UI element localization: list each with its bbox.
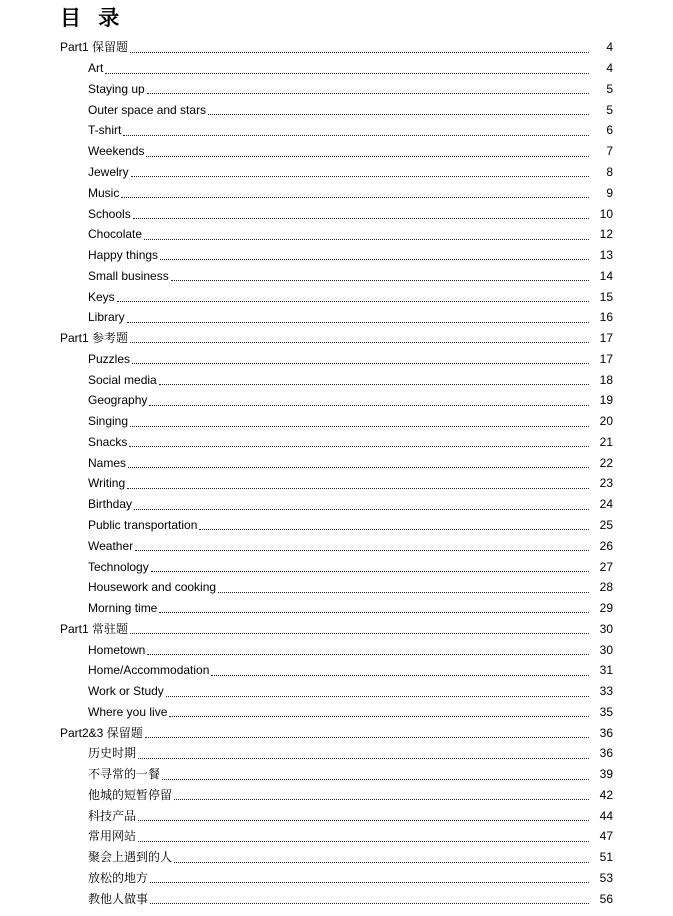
toc-entry-label: Staying up: [88, 81, 145, 96]
dot-leader: [199, 528, 589, 530]
toc-entry-page-number: 21: [599, 434, 613, 449]
toc-entry-page-number: 30: [599, 621, 613, 636]
toc-entry-label: 科技产品: [88, 808, 137, 823]
toc-entry[interactable]: [0, 764, 673, 785]
toc-entry[interactable]: [0, 702, 673, 723]
dot-leader: [144, 238, 589, 240]
toc-entry-page-number: 47: [599, 829, 613, 844]
toc-entry-page-number: 29: [599, 601, 613, 616]
toc-entry[interactable]: [0, 577, 673, 598]
toc-entry[interactable]: [0, 203, 673, 224]
toc-entry[interactable]: [0, 888, 673, 909]
toc-entry-page-number: 56: [599, 891, 613, 906]
dot-leader: [147, 92, 589, 94]
toc-entry[interactable]: [0, 515, 673, 536]
toc-entry[interactable]: [0, 681, 673, 702]
toc-entry-label: Social media: [88, 372, 157, 387]
toc-entry-page-number: 12: [599, 227, 613, 242]
toc-entry-label: Part2&3 保留题: [60, 725, 143, 740]
toc-entry-page-number: 36: [599, 725, 613, 740]
toc-title: 目 录: [60, 6, 125, 30]
dot-leader: [160, 258, 589, 260]
toc-entry[interactable]: [0, 369, 673, 390]
toc-entry-label: Jewelry: [88, 164, 129, 179]
toc-entry-label: T-shirt: [88, 123, 122, 138]
toc-entry-page-number: 17: [599, 351, 613, 366]
toc-entry[interactable]: [0, 556, 673, 577]
toc-entry[interactable]: [0, 245, 673, 266]
dot-leader: [149, 404, 589, 406]
toc-entry[interactable]: [0, 265, 673, 286]
toc-entry-label: 历史时期: [88, 746, 137, 761]
toc-entry[interactable]: [0, 535, 673, 556]
toc-entry-label: Public transportation: [88, 517, 198, 532]
toc-entry[interactable]: [0, 348, 673, 369]
dot-leader: [130, 51, 589, 53]
toc-entry-label: Happy things: [88, 248, 159, 263]
toc-entry[interactable]: [0, 743, 673, 764]
dot-leader: [133, 217, 589, 219]
toc-entry[interactable]: [0, 639, 673, 660]
dot-leader: [208, 113, 589, 115]
toc-entry-label: 不寻常的一餐: [88, 767, 161, 782]
toc-entry-page-number: 22: [599, 455, 613, 470]
toc-section-entry[interactable]: [0, 618, 673, 639]
toc-entry-label: Music: [88, 185, 120, 200]
toc-entry-page-number: 44: [599, 808, 613, 823]
toc-entry-page-number: 5: [606, 81, 613, 96]
toc-entry-page-number: 25: [599, 517, 613, 532]
toc-entry-page-number: 26: [599, 538, 613, 553]
toc-entry-label: Art: [88, 61, 104, 76]
toc-entry[interactable]: [0, 286, 673, 307]
toc-entry[interactable]: [0, 79, 673, 100]
toc-entry-label: Schools: [88, 206, 131, 221]
toc-entry-label: Weather: [88, 538, 134, 553]
toc-entry-label: Hometown: [88, 642, 146, 657]
dot-leader: [138, 819, 589, 821]
toc-entry-page-number: 9: [606, 185, 613, 200]
toc-entry-page-number: 39: [599, 767, 613, 782]
dot-leader: [159, 611, 589, 613]
toc-entry[interactable]: [0, 660, 673, 681]
toc-entry-label: Home/Accommodation: [88, 663, 210, 678]
toc-entry[interactable]: [0, 411, 673, 432]
toc-entry-label: Snacks: [88, 434, 128, 449]
toc-entry-label: Part1 保留题: [60, 40, 129, 55]
toc-entry-page-number: 31: [599, 663, 613, 678]
toc-entry-page-number: 35: [599, 704, 613, 719]
toc-entry-page-number: 19: [599, 393, 613, 408]
toc-entry[interactable]: [0, 162, 673, 183]
toc-entry-page-number: 28: [599, 580, 613, 595]
toc-entry-page-number: 4: [606, 40, 613, 55]
toc-section-entry[interactable]: [0, 722, 673, 743]
dot-leader: [131, 175, 589, 177]
toc-entry-label: Puzzles: [88, 351, 131, 366]
toc-entry-label: 教他人做事: [88, 891, 149, 906]
dot-leader: [130, 341, 589, 343]
toc-entry-label: Small business: [88, 268, 169, 283]
toc-entry-label: Singing: [88, 414, 129, 429]
toc-entry-page-number: 53: [599, 871, 613, 885]
dot-leader: [132, 362, 589, 364]
dot-leader: [135, 549, 589, 551]
dot-leader: [166, 695, 589, 697]
dot-leader: [127, 321, 589, 323]
toc-entry-page-number: 30: [599, 642, 613, 657]
toc-entry-label: Part1 参考题: [60, 331, 129, 346]
dot-leader: [134, 508, 589, 510]
dot-leader: [121, 196, 589, 198]
toc-entry[interactable]: [0, 182, 673, 203]
toc-entry-page-number: 17: [599, 331, 613, 346]
toc-entry-page-number: 36: [599, 746, 613, 761]
dot-leader: [159, 383, 589, 385]
toc-section-entry[interactable]: [0, 328, 673, 349]
dot-leader: [117, 300, 589, 302]
dot-leader: [130, 632, 589, 634]
toc-entry-label: Morning time: [88, 601, 158, 616]
toc-entry[interactable]: [0, 494, 673, 515]
toc-entry-page-number: 27: [599, 559, 613, 574]
dot-leader: [129, 445, 589, 447]
dot-leader: [174, 798, 589, 800]
toc-entry-page-number: 8: [606, 164, 613, 179]
toc-entry-label: 常用网站: [88, 829, 137, 844]
toc-entry-page-number: 51: [599, 850, 613, 865]
toc-entry[interactable]: [0, 847, 673, 868]
dot-leader: [138, 757, 589, 759]
toc-entry-label: Where you live: [88, 704, 168, 719]
toc-entry-label: Part1 常驻题: [60, 621, 129, 636]
toc-entry-label: Outer space and stars: [88, 102, 207, 117]
toc-entry-page-number: 16: [599, 310, 613, 325]
dot-leader: [211, 674, 589, 676]
dot-leader: [105, 72, 589, 74]
toc-entry-page-number: 23: [599, 476, 613, 491]
dot-leader: [138, 840, 589, 842]
toc-entry-label: Birthday: [88, 497, 133, 512]
toc-entry-label: Weekends: [88, 144, 145, 159]
toc-entry-page-number: 33: [599, 684, 613, 699]
toc-entry[interactable]: [0, 473, 673, 494]
dot-leader: [174, 861, 589, 863]
toc-entry-page-number: 4: [606, 61, 613, 76]
dot-leader: [146, 155, 589, 157]
toc-entry-label: Housework and cooking: [88, 580, 217, 595]
dot-leader: [218, 591, 589, 593]
toc-entry-page-number: 24: [599, 497, 613, 512]
toc-entry[interactable]: [0, 307, 673, 328]
toc-entry-page-number: 18: [599, 372, 613, 387]
toc-entry-label: 聚会上遇到的人: [88, 850, 173, 865]
toc-entry[interactable]: [0, 805, 673, 826]
toc-entry-page-number: 10: [599, 206, 613, 221]
dot-leader: [151, 570, 589, 572]
toc-entry-page-number: 42: [599, 787, 613, 802]
toc-entry-label: Library: [88, 310, 125, 325]
toc-entry[interactable]: [0, 224, 673, 245]
dot-leader: [150, 881, 589, 883]
toc-entry-label: 放松的地方: [88, 871, 149, 885]
dot-leader: [123, 134, 589, 136]
toc-entry-page-number: 5: [606, 102, 613, 117]
toc-entry-label: Names: [88, 455, 127, 470]
toc-entry-label: Technology: [88, 559, 149, 574]
toc-entry-label: Chocolate: [88, 227, 143, 242]
dot-leader: [171, 279, 589, 281]
toc-entry[interactable]: [0, 58, 673, 79]
toc-entry-page-number: 20: [599, 414, 613, 429]
toc-entry[interactable]: [0, 785, 673, 806]
toc-entry[interactable]: [0, 390, 673, 411]
dot-leader: [130, 425, 589, 427]
dot-leader: [147, 653, 589, 655]
toc-entry[interactable]: [0, 868, 673, 889]
dot-leader: [145, 736, 589, 738]
toc-entry-label: Keys: [88, 289, 115, 304]
toc-entry-page-number: 13: [599, 248, 613, 263]
toc-section-entry[interactable]: [0, 37, 673, 58]
toc-entry-page-number: 14: [599, 268, 613, 283]
toc-entry[interactable]: [0, 432, 673, 453]
toc-entry-page-number: 7: [606, 144, 613, 159]
toc-entry-label: Writing: [88, 476, 126, 491]
toc-list: [0, 37, 673, 909]
toc-entry[interactable]: [0, 598, 673, 619]
toc-entry[interactable]: [0, 826, 673, 847]
dot-leader: [128, 466, 589, 468]
toc-entry-label: Geography: [88, 393, 148, 408]
toc-entry[interactable]: [0, 120, 673, 141]
toc-entry[interactable]: [0, 141, 673, 162]
toc-entry-page-number: 15: [599, 289, 613, 304]
toc-entry[interactable]: [0, 99, 673, 120]
dot-leader: [162, 778, 589, 780]
toc-entry-label: Work or Study: [88, 684, 164, 699]
toc-entry-page-number: 6: [606, 123, 613, 138]
toc-entry[interactable]: [0, 452, 673, 473]
dot-leader: [127, 487, 589, 489]
dot-leader: [169, 715, 589, 717]
dot-leader: [150, 902, 589, 904]
toc-entry-label: 他城的短暂停留: [88, 787, 173, 802]
